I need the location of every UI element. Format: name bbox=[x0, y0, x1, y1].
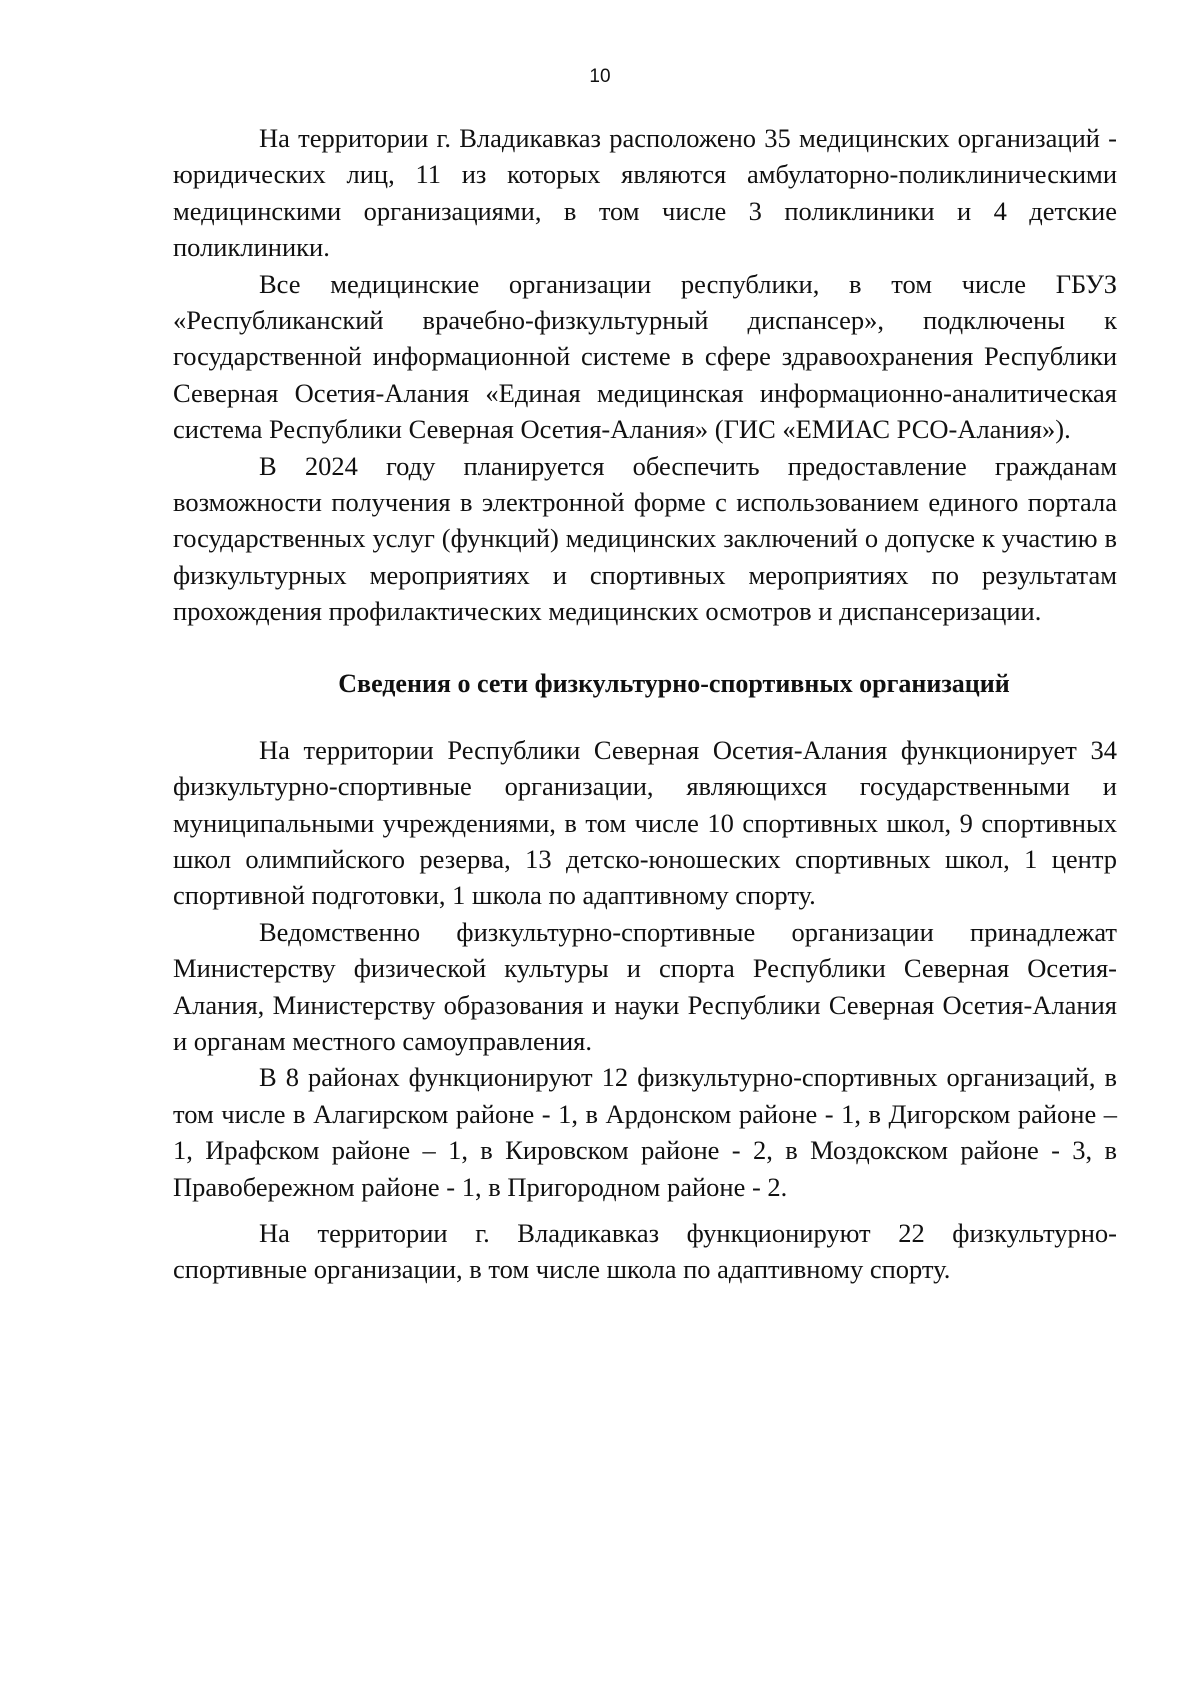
paragraph-information-system: Все медицинские организации республики, в том числе ГБУЗ «Республиканский врачебно-физкультурный диспансер», подключены к государственной информационной системе в сфере здравоохранения Республики Северная Осетия-Алания «Единая медицинская информационно-аналитическая система Республики Северная Осетия-Алания» (ГИС «ЕМИАС РСО-Алания»). bbox=[173, 268, 1117, 445]
document-body bbox=[173, 120, 1117, 1288]
paragraph-medical-organizations: На территории г. Владикавказ расположено 35 медицинских организаций - юридических лиц, 11 из которых являются амбулаторно-поликлиническими медицинскими организациями, в том числе 3 поликлиники и 4 детские поликлиники. bbox=[173, 123, 1117, 263]
paragraph-districts: В 8 районах функционируют 12 физкультурно-спортивных организаций, в том числе в Алагирском районе - 1, в Ардонском районе - 1, в Дигорском районе – 1, Ирафском районе – 1, в Кировском районе - 2, в Моздокском районе - 3, в Правобережном районе - 1, в Пригородном районе - 2. bbox=[173, 1062, 1117, 1202]
paragraph-vladikavkaz-sports: На территории г. Владикавказ функционируют 22 физкультурно-спортивные организации, в том числе школа по адаптивному спорту. bbox=[173, 1217, 1117, 1285]
section-heading: Сведения о сети физкультурно-спортивных организаций bbox=[338, 668, 1010, 698]
paragraph-electronic-services: В 2024 году планируется обеспечить предоставление гражданам возможности получения в электронной форме с использованием единого портала государственных услуг (функций) медицинских заключений о допуске к участию в физкультурных мероприятиях и спортивных мероприятиях по результатам прохождения профилактических медицинских осмотров и диспансеризации. bbox=[173, 450, 1117, 627]
paragraph-departmental-affiliation: Ведомственно физкультурно-спортивные организации принадлежат Министерству физической культуры и спорта Республики Северная Осетия-Алания, Министерству образования и науки Республики Северная Осетия-Алания и органам местного самоуправления. bbox=[173, 916, 1117, 1056]
paragraph-sports-organizations-count: На территории Республики Северная Осетия-Алания функционирует 34 физкультурно-спортивные организации, являющихся государственными и муниципальными учреждениями, в том числе 10 спортивных школ, 9 спортивных школ олимпийского резерва, 13 детско-юношеских спортивных школ, 1 центр спортивной подготовки, 1 школа по адаптивному спорту. bbox=[173, 734, 1117, 911]
page-number: 10 bbox=[589, 66, 611, 87]
